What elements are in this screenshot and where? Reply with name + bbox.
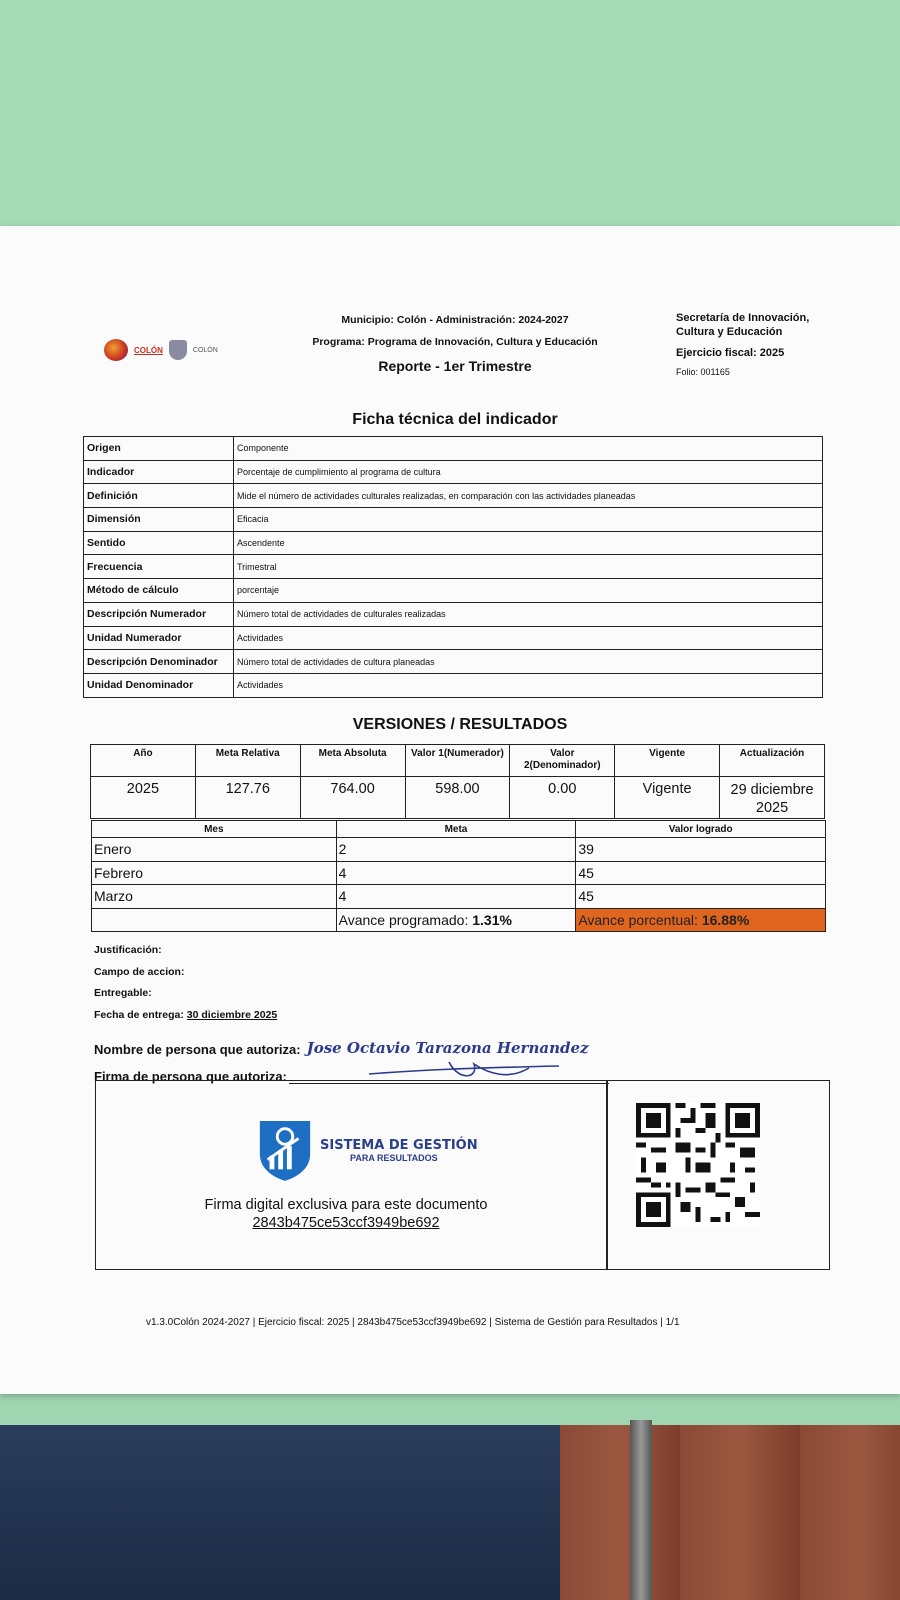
firma-hash-link[interactable]: 2843b475ce53ccf3949be692	[252, 1215, 440, 1231]
folio-line: Folio: 001165	[676, 367, 730, 377]
sgr-shield-icon	[256, 1117, 314, 1183]
entregable-label: Entregable:	[94, 987, 152, 999]
avance-porcentual	[576, 908, 826, 932]
versiones-title: VERSIONES / RESULTADOS	[352, 716, 568, 733]
ficha-label: Origen	[84, 437, 234, 461]
fields-block	[94, 944, 599, 1084]
background-jeans	[0, 1425, 600, 1600]
page-footer: v1.3.0Colón 2024-2027 | Ejercicio fiscal: 2025 | 2843b475ce53ccf3949be692 | Sistema de Gestión para Resultados | 1/1	[146, 1317, 680, 1328]
ficha-label: Frecuencia	[84, 555, 234, 579]
reporte-title: Reporte - 1er Trimestre	[378, 358, 532, 374]
programa-line: Programa: Programa de Innovación, Cultura y Educación	[312, 336, 598, 348]
cell-vigente: Vigente	[615, 777, 720, 819]
col-header-valor2: Valor 2(Denominador)	[510, 745, 615, 777]
cell-empty	[92, 908, 337, 932]
ficha-row	[84, 508, 823, 532]
cell-valor: 39	[576, 838, 826, 862]
col-header-mes: Mes	[92, 821, 337, 838]
ficha-value: Actividades	[234, 673, 823, 697]
cell-valor: 45	[576, 861, 826, 885]
table-row	[92, 885, 826, 909]
ficha-value: Eficacia	[234, 508, 823, 532]
nombre-autoriza	[94, 1030, 599, 1057]
campo-accion-label: Campo de accion:	[94, 965, 185, 978]
versiones-row	[91, 777, 825, 819]
background-tiles	[560, 1425, 900, 1600]
municipal-shield-icon	[169, 340, 187, 360]
meses-table	[91, 820, 826, 932]
col-header-meta-absoluta: Meta Absoluta	[300, 745, 405, 777]
firma-digital-text: Firma digital exclusiva para este documento	[204, 1197, 488, 1213]
col-header-vigente: Vigente	[615, 745, 720, 777]
logo-text-colon: COLÓN	[134, 345, 163, 355]
avance-programado-label: Avance programado:	[338, 911, 473, 928]
firma-label: Firma de persona que autoriza:	[94, 1069, 287, 1084]
colon-logo-icon	[104, 339, 128, 361]
ficha-label: Descripción Numerador	[84, 602, 234, 626]
ficha-label: Método de cálculo	[84, 579, 234, 603]
sgr-line1: SISTEMA DE GESTIÓN	[320, 1137, 478, 1153]
header-center	[290, 314, 620, 374]
avance-porcentual-value: 16.88%	[701, 911, 750, 928]
col-header-ano: Año	[91, 745, 196, 777]
cell-meta: 4	[336, 885, 576, 909]
ficha-value: Ascendente	[234, 531, 823, 555]
table-row	[92, 838, 826, 862]
ficha-value: porcentaje	[234, 579, 823, 603]
ficha-label: Definición	[84, 484, 234, 508]
ficha-row	[84, 437, 823, 461]
col-header-meta: Meta	[336, 821, 576, 838]
fecha-value: 30 diciembre 2025	[186, 1008, 278, 1021]
ficha-label: Unidad Numerador	[84, 626, 234, 650]
cell-ano: 2025	[91, 777, 196, 819]
justificacion-label: Justificación:	[94, 944, 162, 956]
ficha-row	[84, 531, 823, 555]
sgr-text	[320, 1138, 478, 1163]
fecha-label: Fecha de entrega:	[94, 1008, 187, 1021]
ficha-row	[84, 602, 823, 626]
qr-code-icon	[636, 1103, 760, 1227]
header-logos	[104, 339, 218, 361]
ficha-value: Número total de actividades de cultura planeadas	[234, 650, 823, 674]
ficha-label: Unidad Denominador	[84, 673, 234, 697]
fecha-entrega	[94, 1009, 599, 1031]
ficha-row	[84, 650, 823, 674]
ficha-label: Sentido	[84, 531, 234, 555]
avance-programado	[336, 908, 576, 932]
ficha-title: Ficha técnica del indicador	[352, 411, 558, 428]
ejercicio-line: Ejercicio fiscal: 2025	[676, 347, 785, 359]
ficha-row	[84, 555, 823, 579]
ficha-label: Indicador	[84, 460, 234, 484]
chair-leg	[630, 1420, 652, 1600]
col-header-valor-logrado: Valor logrado	[576, 821, 826, 838]
col-header-meta-relativa: Meta Relativa	[195, 745, 300, 777]
avance-row	[92, 908, 826, 932]
cell-meta: 2	[336, 838, 576, 862]
ficha-row	[84, 579, 823, 603]
col-header-actualizacion: Actualización	[720, 745, 825, 777]
col-header-valor1: Valor 1(Numerador)	[405, 745, 510, 777]
header-right	[676, 311, 836, 377]
cell-valor2: 0.00	[510, 777, 615, 819]
box-divider	[606, 1081, 608, 1269]
logo-text-colon-2: COLÓN	[192, 346, 218, 354]
cell-mes: Enero	[92, 838, 337, 862]
ficha-row	[84, 626, 823, 650]
sgr-line2: PARA RESULTADOS	[350, 1152, 438, 1163]
ficha-value: Mide el número de actividades culturales realizadas, en comparación con las actividades planeadas	[234, 484, 823, 508]
avance-programado-value: 1.31%	[472, 911, 512, 928]
cell-mes: Febrero	[92, 861, 337, 885]
ficha-value: Trimestral	[234, 555, 823, 579]
ficha-table	[83, 436, 823, 698]
ficha-value: Actividades	[234, 626, 823, 650]
cell-meta-absoluta: 764.00	[300, 777, 405, 819]
digital-signature-box	[95, 1080, 830, 1270]
firma-digital	[136, 1197, 556, 1231]
municipio-line: Municipio: Colón - Administración: 2024-2027	[341, 314, 569, 326]
cell-meta-relativa: 127.76	[195, 777, 300, 819]
nombre-handwritten: Jose Octavio Tarazona Hernandez	[306, 1039, 589, 1057]
ficha-row	[84, 484, 823, 508]
ficha-label: Descripción Denominador	[84, 650, 234, 674]
sgr-logo	[256, 1117, 478, 1183]
nombre-label: Nombre de persona que autoriza:	[94, 1042, 301, 1057]
versiones-table	[90, 744, 825, 819]
table-row	[92, 861, 826, 885]
ficha-label: Dimensión	[84, 508, 234, 532]
ficha-value: Componente	[234, 437, 823, 461]
cell-valor: 45	[576, 885, 826, 909]
cell-meta: 4	[336, 861, 576, 885]
cell-actualizacion: 29 diciembre 2025	[720, 777, 825, 819]
cell-valor1: 598.00	[405, 777, 510, 819]
ficha-row	[84, 673, 823, 697]
ficha-value: Número total de actividades de culturales realizadas	[234, 602, 823, 626]
ficha-row	[84, 460, 823, 484]
ficha-value: Porcentaje de cumplimiento al programa de cultura	[234, 460, 823, 484]
avance-porcentual-label: Avance porcentual:	[578, 911, 702, 928]
cell-mes: Marzo	[92, 885, 337, 909]
secretaria-line: Secretaría de Innovación, Cultura y Educación	[676, 312, 810, 338]
